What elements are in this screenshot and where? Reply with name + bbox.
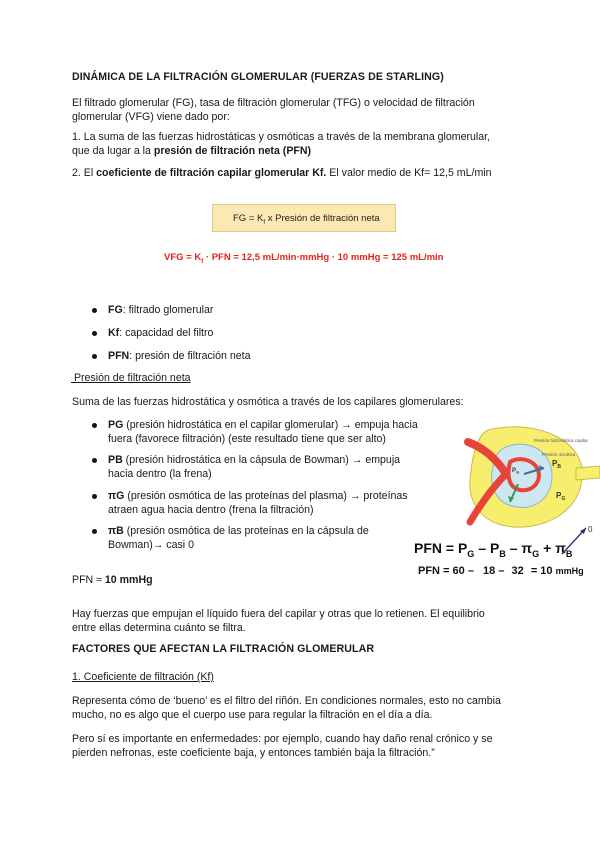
force-item-pig: πG (presión osmótica de las proteínas del plasma) → proteínas atraen agua hacia dentro (frena la filtración) (108, 490, 408, 516)
pfn-heading: Presión de filtración neta (71, 372, 191, 384)
factors-title: FACTORES QUE AFECTAN LA FILTRACIÓN GLOMERULAR (72, 643, 375, 655)
item-1-line-2: que da lugar a la presión de filtración neta (PFN) (72, 145, 312, 157)
force-item-pg: PG (presión hidrostática en el capilar glomerular) → empuja hacia fuera (favorece filtración) (este resultado tiene que ser alto) (108, 419, 418, 445)
pfn-values: PFN = 60 – 18 – 32 = 10 mmHg (418, 565, 584, 577)
force-item-pib: πB (presión osmótica de las proteínas en la cápsula de Bowman)→ casi 0 (108, 525, 369, 551)
diagram-label-oncotica: Presión oncótica (542, 452, 576, 457)
formula-red: VFG = $K_f$ · PFN = 12,5 mL/min·mmHg · 10 mmHg = 125 mL/min (164, 252, 444, 265)
def-item-pfn: PFN: presión de filtración neta (108, 350, 251, 362)
page-title: DINÁMICA DE LA FILTRACIÓN GLOMERULAR (FUERZAS DE STARLING) (72, 71, 444, 83)
glomerulus-diagram (448, 422, 600, 534)
formula-box: FG = $K_f$ x Presión de filtración neta (212, 204, 396, 232)
kf-paragraph-1: Representa cómo de ‘bueno’ es el filtro del riñón. En condiciones normales, esto no cambia mucho, no es algo que el cuerpo use para regular la filtración en el día a día. (72, 695, 501, 721)
item-1-line-1: 1. La suma de las fuerzas hidrostáticas y osmóticas a través de la membrana glomerular, (72, 131, 491, 143)
intro-line-2: glomerular (VFG) viene dado por: (72, 111, 230, 123)
kf-heading: 1. Coeficiente de filtración (Kf) (72, 671, 214, 683)
diagram-label-pg: $P_G$ (556, 491, 566, 502)
kf-paragraph-2: Pero sí es importante en enfermedades: por ejemplo, cuando hay daño renal crónico y se pierden nefronas, este coeficiente baja, y entonces también baja la filtración.” (72, 733, 493, 759)
def-item-fg: FG: filtrado glomerular (108, 304, 214, 316)
pfn-equation: PFN = $P_G - P_B - \pi_G + \pi_B$ (414, 540, 573, 559)
pfn-intro: Suma de las fuerzas hidrostática y osmótica a través de los capilares glomerulares: (72, 396, 464, 408)
item-2: 2. El coeficiente de filtración capilar glomerular Kf. El valor medio de Kf= 12,5 mL/min (72, 167, 492, 179)
intro-line-1: El filtrado glomerular (FG), tasa de filtración glomerular (TFG) o velocidad de filtración (72, 97, 475, 109)
balance-paragraph: Hay fuerzas que empujan el líquido fuera del capilar y otras que lo retienen. El equilibrio entre ellas determina cuánto se filtra. (72, 608, 485, 634)
svg-text:0: 0 (588, 525, 593, 534)
formula-figure (160, 194, 460, 278)
def-item-kf: Kf: capacidad del filtro (108, 327, 214, 339)
intro-paragraph (72, 96, 475, 124)
diagram-label-hidrostatica: Presión hidrostática capilar (534, 438, 589, 443)
diagram-label-pb: $P_B$ (552, 459, 561, 470)
pfn-result: PFN ≈ 10 mmHg (72, 574, 153, 586)
item-1 (72, 130, 490, 158)
diagram-label-pg-inner: $P_G$ (512, 468, 520, 475)
pib-zero-strike (560, 522, 600, 556)
force-item-pb: PB (presión hidrostática en la cápsula de Bowman) → empuja hacia dentro (la frena) (108, 454, 401, 480)
